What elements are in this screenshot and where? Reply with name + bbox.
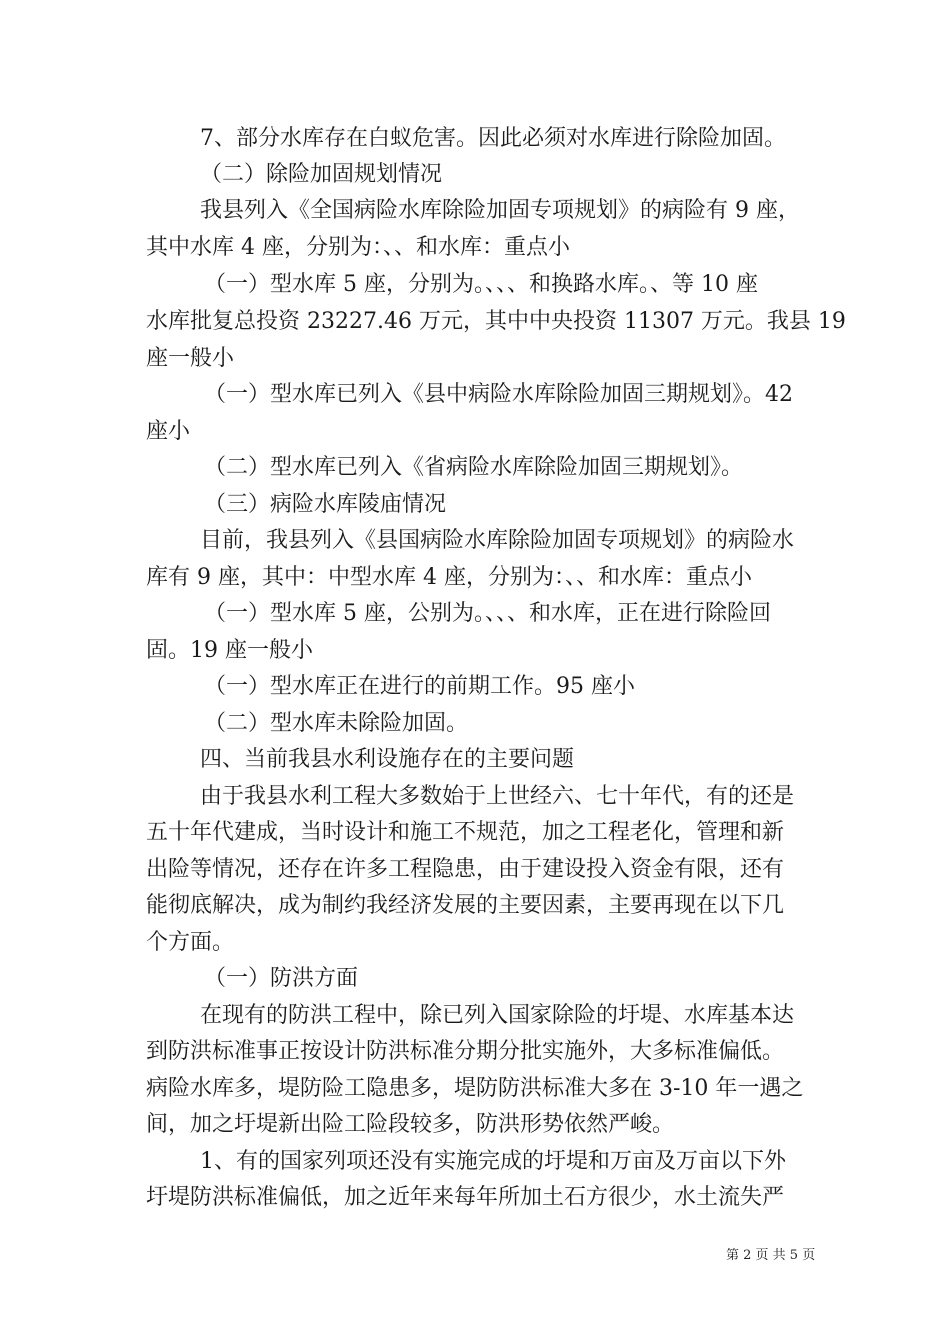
section-heading: （二）除险加固规划情况 [200,162,443,187]
text-line: 库有 9 座，其中：中型水库 4 座，分别为：、、和水库：重点小 [146,565,752,590]
text-line: 水库批复总投资 23227.46 万元，其中中央投资 11307 万元。我县 19 [146,309,846,334]
text-line: 出险等情况，还存在许多工程隐患，由于建设投入资金有限，还有 [146,857,785,882]
text-line: （二）型水库已列入《省病险水库除险加固三期规划》。 [204,455,744,480]
text-line: （二）型水库未除险加固。 [204,711,469,736]
section-heading: （一）防洪方面 [204,966,359,991]
text-line: 圩堤防洪标准偏低，加之近年来每年所加土石方很少，水土流失严 [146,1185,785,1210]
text-line: 在现有的防洪工程中，除已列入国家除险的圩堤、水库基本达 [200,1003,795,1028]
text-line: （一）型水库正在进行的前期工作。95 座小 [204,674,635,699]
text-line: 目前，我县列入《县国病险水库除险加固专项规划》的病险水 [200,528,795,553]
text-line: 座小 [146,419,191,444]
section-heading: （三）病险水库陵庙情况 [204,492,447,517]
text-line: 能彻底解决，成为制约我经济发展的主要因素，主要再现在以下几 [146,893,785,918]
text-line: 7、部分水库存在白蚁危害。因此必须对水库进行除险加固。 [200,126,786,151]
text-line: 到防洪标准事正按设计防洪标准分期分批实施外，大多标准偏低。 [146,1039,785,1064]
section-heading: 四、当前我县水利设施存在的主要问题 [200,747,575,772]
text-line: 我县列入《全国病险水库除险加固专项规划》的病险有 9 座， [200,198,800,223]
text-line: 固。19 座一般小 [146,638,313,663]
text-line: 个方面。 [146,930,235,955]
text-line: （一）型水库已列入《县中病险水库除险加固三期规划》。42 [204,382,793,407]
text-line: （一）型水库 5 座，分别为。、、、和换路水库。、等 10 座 [204,272,758,297]
text-line: 座一般小 [146,346,235,371]
text-line: 其中水库 4 座，分别为：、、和水库：重点小 [146,235,570,260]
text-line: 1、有的国家列项还没有实施完成的圩堤和万亩及万亩以下外 [200,1149,786,1174]
text-line: 间，加之圩堤新出险工险段较多，防洪形势依然严峻。 [146,1112,675,1137]
page-number-footer: 第 2 页 共 5 页 [726,1248,816,1263]
text-line: 由于我县水利工程大多数始于上世经六、七十年代，有的还是 [200,784,795,809]
text-line: （一）型水库 5 座，公别为。、、、和水库，正在进行除险回 [204,601,771,626]
text-line: 五十年代建成，当时设计和施工不规范，加之工程老化，管理和新 [146,820,785,845]
text-line: 病险水库多，堤防险工隐患多，堤防防洪标准大多在 3-10 年一遇之 [146,1076,804,1101]
